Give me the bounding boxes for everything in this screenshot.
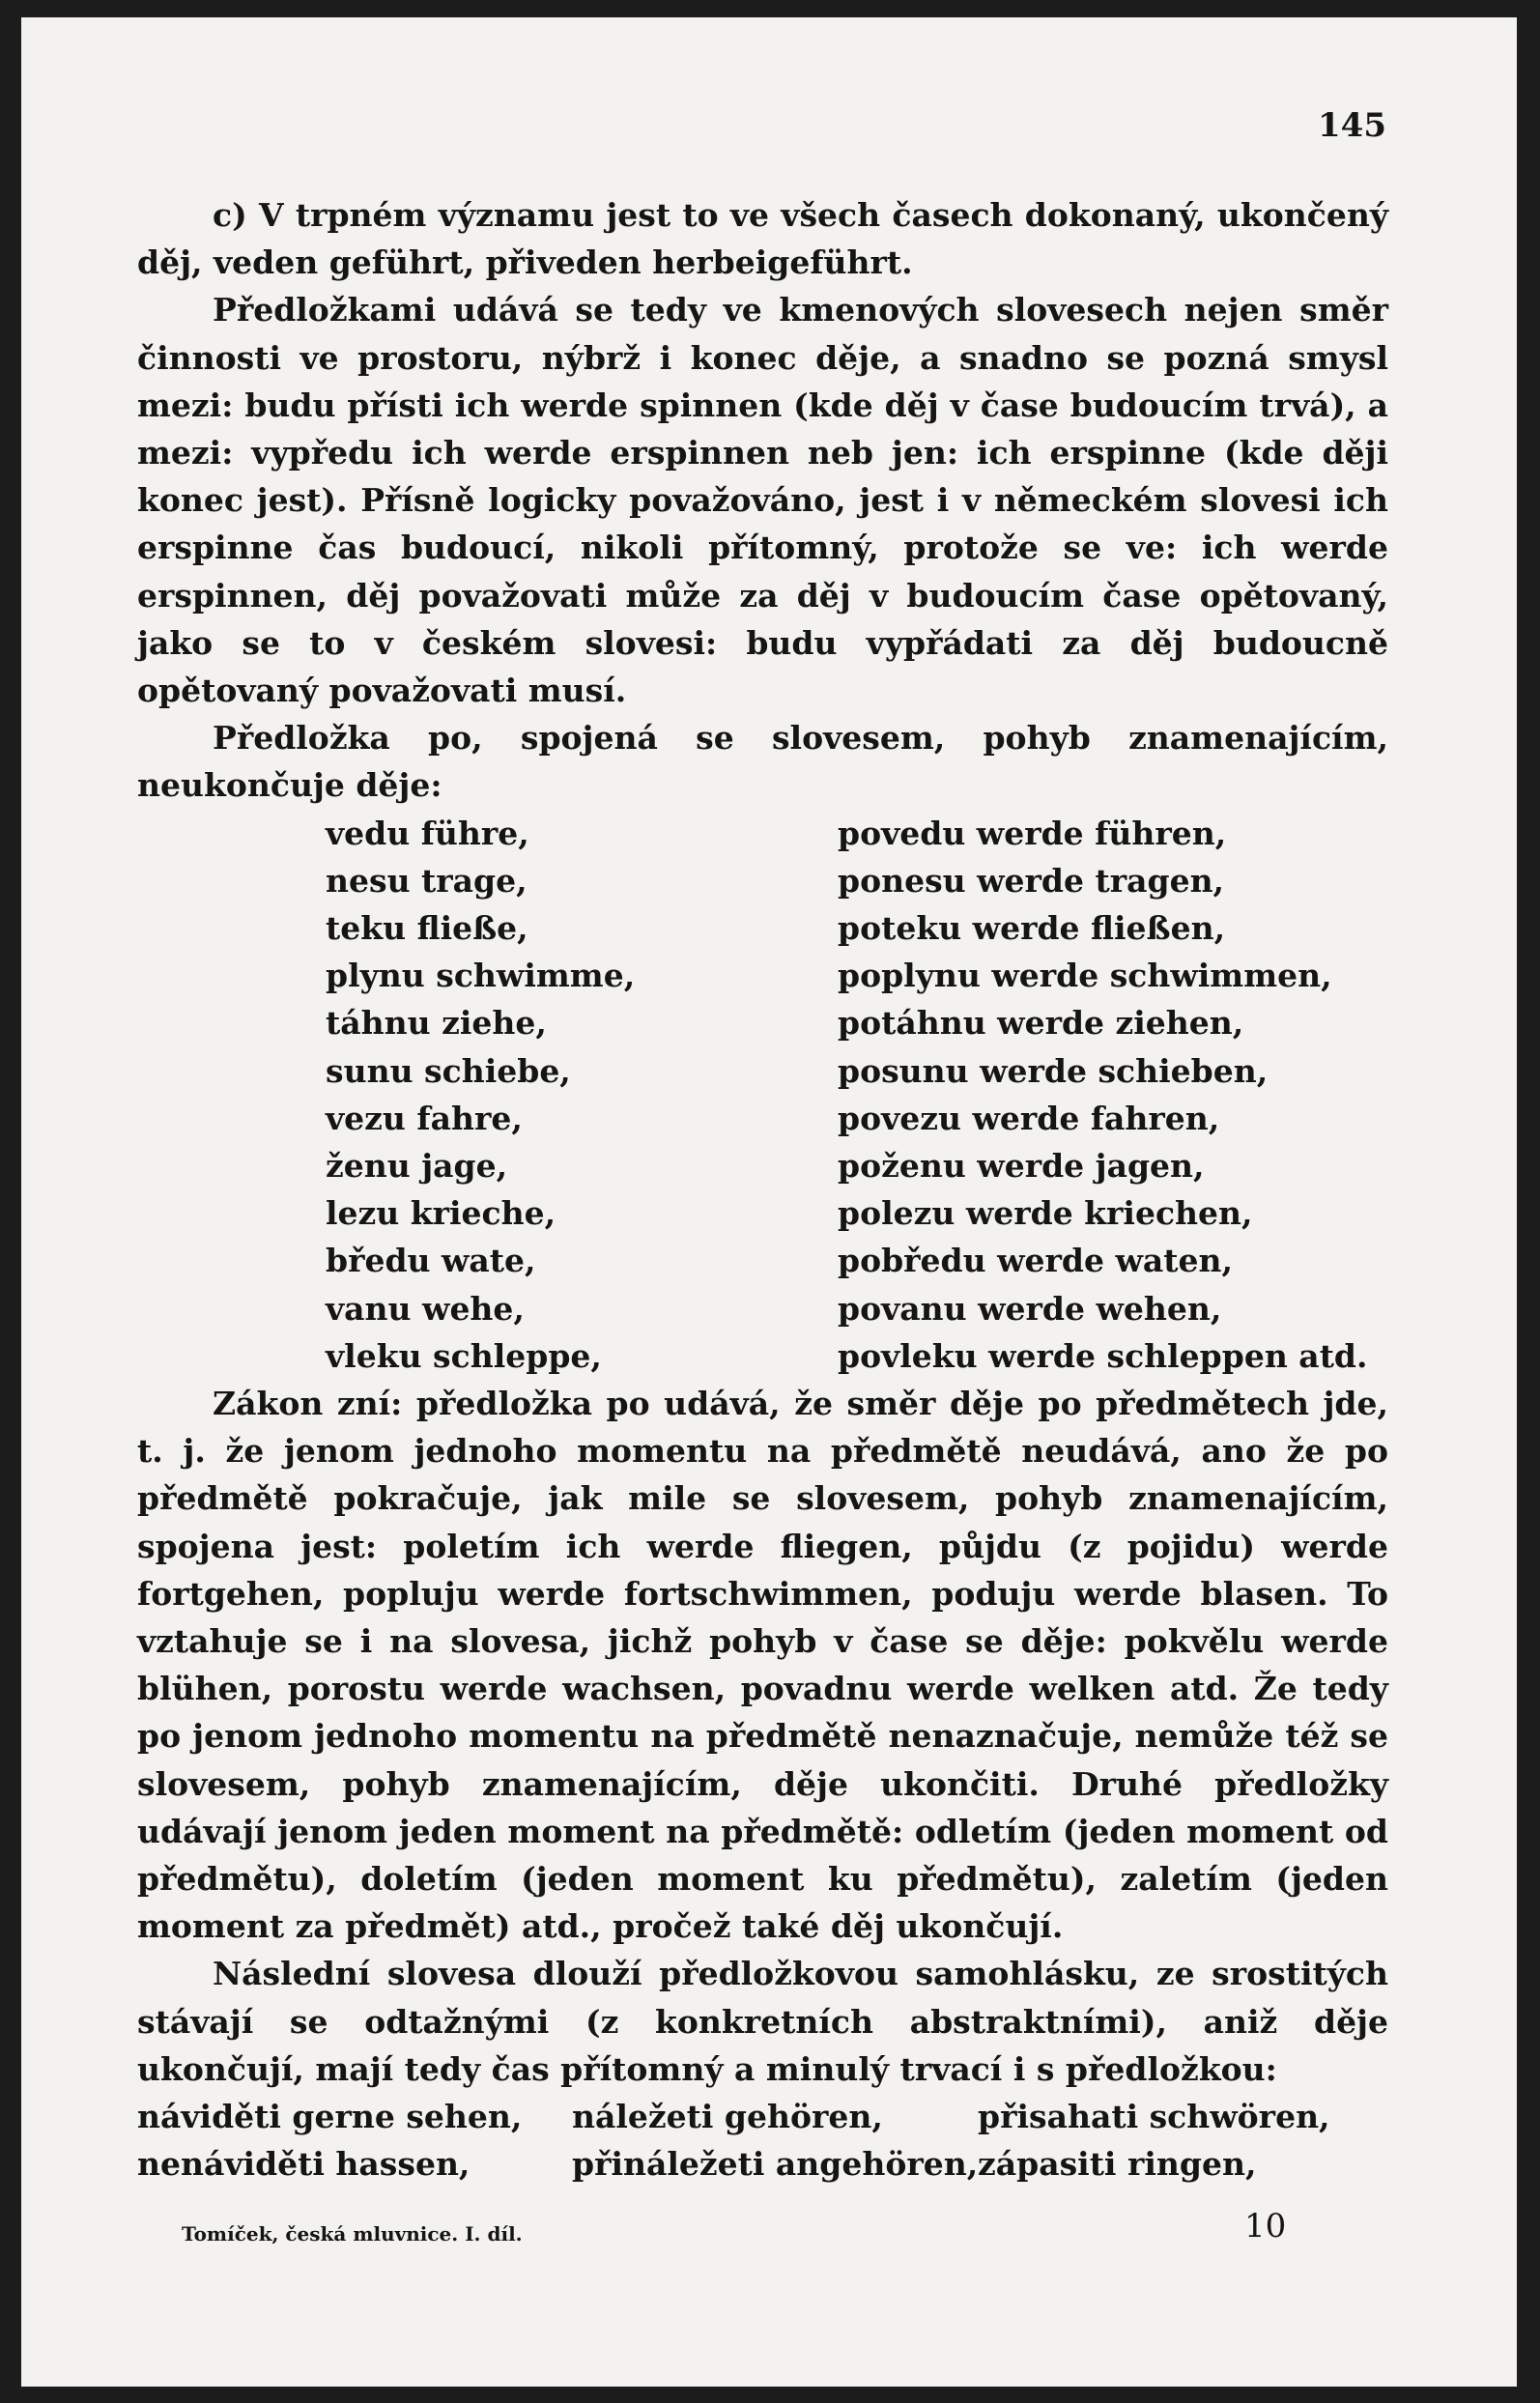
verb-triple-b: náležeti gehören, — [572, 2097, 883, 2135]
verb-triple-b: přináležeti angehören, — [572, 2145, 979, 2184]
verb-pair-row — [137, 1095, 1388, 1142]
verb-pair-right: poženu werde jagen, — [838, 1146, 1205, 1185]
verb-pair-right: poplynu werde schwimmen, — [838, 957, 1332, 995]
paragraph-c — [137, 191, 1388, 286]
paragraph-label: c) — [213, 196, 247, 234]
verb-pair-left: ženu jage, — [326, 1146, 508, 1185]
verb-pair-left: teku fließe, — [326, 909, 528, 948]
verb-triple-row — [137, 2140, 1388, 2188]
verb-pair-row — [137, 952, 1388, 999]
verb-pair-left: sunu schiebe, — [326, 1051, 571, 1090]
verb-triple-a: náviděti gerne sehen, — [137, 2097, 523, 2135]
verb-triple-c: přisahati schwören, — [978, 2097, 1330, 2135]
verb-pair-right: povedu werde führen, — [838, 814, 1227, 852]
footer-sheet-number: 10 — [1244, 2207, 1287, 2246]
page-body — [137, 191, 1388, 2188]
verb-pair-row — [137, 1332, 1388, 1380]
verb-triple-list — [137, 2093, 1388, 2188]
verb-pair-right: povleku werde schleppen atd. — [838, 1336, 1368, 1375]
footer-signature: Tomíček, česká mluvnice. I. díl. — [182, 2222, 523, 2246]
verb-pair-right: potáhnu werde ziehen, — [838, 1004, 1244, 1043]
verb-pair-left: vanu wehe, — [326, 1289, 525, 1328]
verb-pair-row — [137, 1285, 1388, 1332]
verb-pair-right: povezu werde fahren, — [838, 1099, 1220, 1137]
verb-pair-left: táhnu ziehe, — [326, 1004, 547, 1043]
paragraph-predlozkami: Předložkami udává se tedy ve kmenových slovesech nejen směr činnosti ve prostoru, nýbrž i konec děje, a snadno se pozná smysl mezi: budu přísti ich werde spinnen (kde děj v čase budoucím trvá), a mezi: vypředu ich werde erspinnen neb jen: ich erspinne (kde ději konec jest). Přísně logicky považováno, jest i v německém slovesi ich erspinne čas budoucí, nikoli přítomný, protože se ve: ich werde erspinnen, děj považovati může za děj v budoucím čase opětovaný, jako se to v českém slovesi: budu vypřádati za děj budoucně opětovaný považovati musí. — [137, 291, 1388, 710]
paragraph-c-text: V trpném významu jest to ve všech časech dokonaný, ukončený děj, veden geführt, přiveden herbeigeführt. — [137, 196, 1388, 282]
verb-pair-left: nesu trage, — [326, 861, 528, 900]
verb-pair-left: vezu fahre, — [326, 1099, 523, 1137]
verb-pair-right: polezu werde kriechen, — [838, 1194, 1253, 1233]
verb-pair-left: vedu führe, — [326, 814, 529, 852]
verb-pair-row — [137, 1142, 1388, 1189]
verb-pair-left: lezu krieche, — [326, 1194, 556, 1233]
paragraph-predlozka-po: Předložka po, spojená se slovesem, pohyb znamenajícím, neukončuje děje: — [137, 719, 1388, 805]
verb-pair-row — [137, 1189, 1388, 1237]
verb-pair-right: posunu werde schieben, — [838, 1051, 1269, 1090]
verb-pair-row — [137, 1237, 1388, 1284]
verb-pair-right: ponesu werde tragen, — [838, 861, 1225, 900]
verb-pair-row — [137, 857, 1388, 904]
verb-triple-row — [137, 2093, 1388, 2140]
book-page — [21, 17, 1517, 2387]
verb-pair-left: plynu schwimme, — [326, 957, 636, 995]
verb-pair-row — [137, 999, 1388, 1046]
verb-pair-row — [137, 810, 1388, 857]
verb-pair-row — [137, 1047, 1388, 1095]
verb-pair-right: pobředu werde waten, — [838, 1242, 1233, 1280]
verb-triple-a: nenáviděti hassen, — [137, 2145, 471, 2184]
paragraph-nasledni: Následní slovesa dlouží předložkovou samohlásku, ze srostitých stávají se odtažnými (z konkretních abstraktními), aniž děje ukončují, mají tedy čas přítomný a minulý trvací i s předložkou: — [137, 1955, 1388, 2088]
paragraph-zakon: Zákon zní: předložka po udává, že směr děje po předmětech jde, t. j. že jenom jednoho momentu na předmětě neudává, ano že po předmětě pokračuje, jak mile se slovesem, pohyb znamenajícím, spojena jest: poletím ich werde fliegen, půjdu (z pojidu) werde fortgehen, popluju werde fortschwimmen, poduju werde blasen. To vztahuje se i na slovesa, jichž pohyb v čase se děje: pokvělu werde blühen, porostu werde wachsen, povadnu werde welken atd. Že tedy po jenom jednoho momentu na předmětě nenaznačuje, nemůže též se slovesem, pohyb znamenajícím, děje ukončiti. Druhé předložky udávají jenom jeden moment na předmětě: odletím (jeden moment od předmětu), doletím (jeden moment ku předmětu), zaletím (jeden moment za předmět) atd., pročež také děj ukončují. — [137, 1384, 1388, 1946]
verb-pair-row — [137, 904, 1388, 952]
page-number: 145 — [1318, 106, 1386, 145]
verb-pair-left: vleku schleppe, — [326, 1336, 602, 1375]
verb-pair-right: poteku werde fließen, — [838, 909, 1226, 948]
verb-triple-c: zápasiti ringen, — [978, 2145, 1257, 2184]
verb-pair-left: bředu wate, — [326, 1242, 536, 1280]
verb-pair-right: povanu werde wehen, — [838, 1289, 1222, 1328]
verb-pair-list — [137, 810, 1388, 1380]
